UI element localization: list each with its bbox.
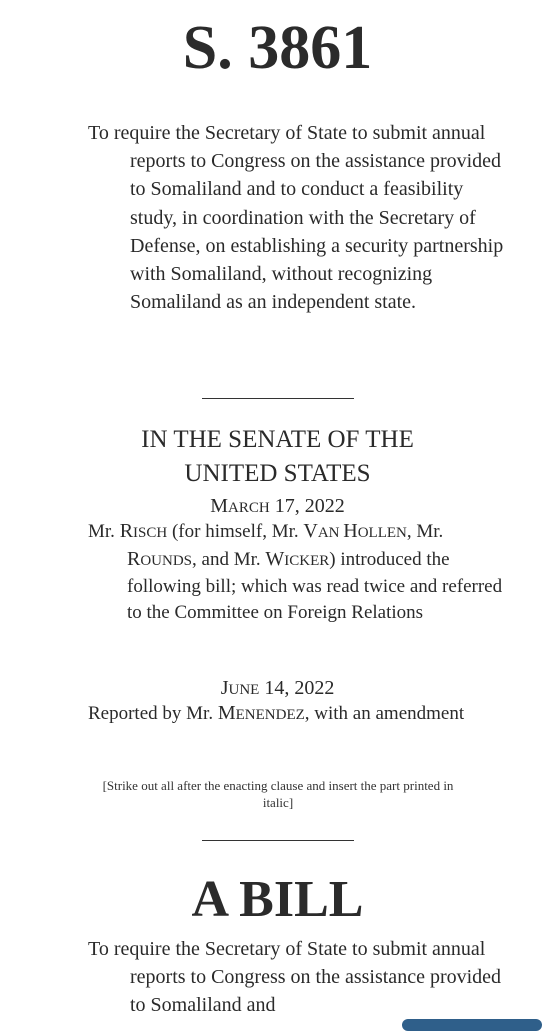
chamber-heading-line2: UNITED STATES (184, 460, 371, 487)
cosponsor-name: ICKER (284, 552, 330, 569)
text-run: ) introduced the following bill; which was read twice and referred to the Committee on Foreign Relations (127, 548, 503, 623)
divider-rule (202, 840, 354, 841)
chamber-heading-line1: IN THE SENATE OF THE (141, 426, 414, 453)
text-run: , and Mr. (192, 548, 266, 570)
text-run: Reported by Mr. (88, 703, 218, 724)
cosponsor-name: OLLEN (357, 525, 407, 541)
scroll-indicator[interactable] (402, 1019, 542, 1031)
cosponsor-name-initial: V (303, 520, 318, 542)
text-run: , Mr. (406, 521, 444, 542)
text-run: Mr. (88, 521, 120, 542)
a-bill-heading: A BILL (191, 871, 364, 928)
amendment-note: [Strike out all after the enacting clause and insert the part printed in italic] (102, 778, 454, 810)
reporter-name: ENENDEZ (235, 707, 305, 723)
cosponsor-name-initial: W (265, 547, 285, 570)
cosponsor-name-initial: H (343, 520, 358, 542)
cosponsor-name: OUNDS (140, 552, 193, 569)
bill-purpose: To require the Secretary of State to submit annual reports to Congress on the assistance provided to Somaliland and to conduct a feasibility study, in coordination with the Secretary of Defense, on establishing a security partnership with Somaliland, without recognizing Somaliland as an independent state. (88, 122, 504, 314)
reported-date (0, 675, 555, 703)
introduction-statement (88, 519, 507, 625)
introduced-date-initial: M (210, 495, 229, 517)
chamber-heading (0, 423, 555, 491)
bill-purpose-repeat: To require the Secretary of State to submit annual reports to Congress on the assistance provided to Somaliland and (88, 938, 502, 1017)
reported-statement (88, 701, 507, 729)
text-run: (for himself, Mr. (167, 521, 304, 542)
bill-number: S. 3861 (182, 14, 373, 82)
introduced-date-month: ARCH (228, 500, 270, 516)
introduced-date (0, 493, 555, 521)
cosponsor-name: AN (317, 525, 344, 541)
sponsor-name: ISCH (133, 525, 168, 541)
reported-date-day-year: 14, 2022 (259, 677, 335, 699)
introduced-date-day-year: 17, 2022 (269, 495, 345, 517)
reporter-name-initial: M (217, 702, 236, 724)
reported-date-initial: J (220, 677, 229, 699)
reported-date-month: UNE (228, 682, 260, 698)
divider-rule (202, 398, 354, 399)
sponsor-name-initial: R (119, 520, 134, 542)
text-run: , with an amendment (304, 703, 465, 724)
cosponsor-name-initial: R (127, 547, 141, 570)
